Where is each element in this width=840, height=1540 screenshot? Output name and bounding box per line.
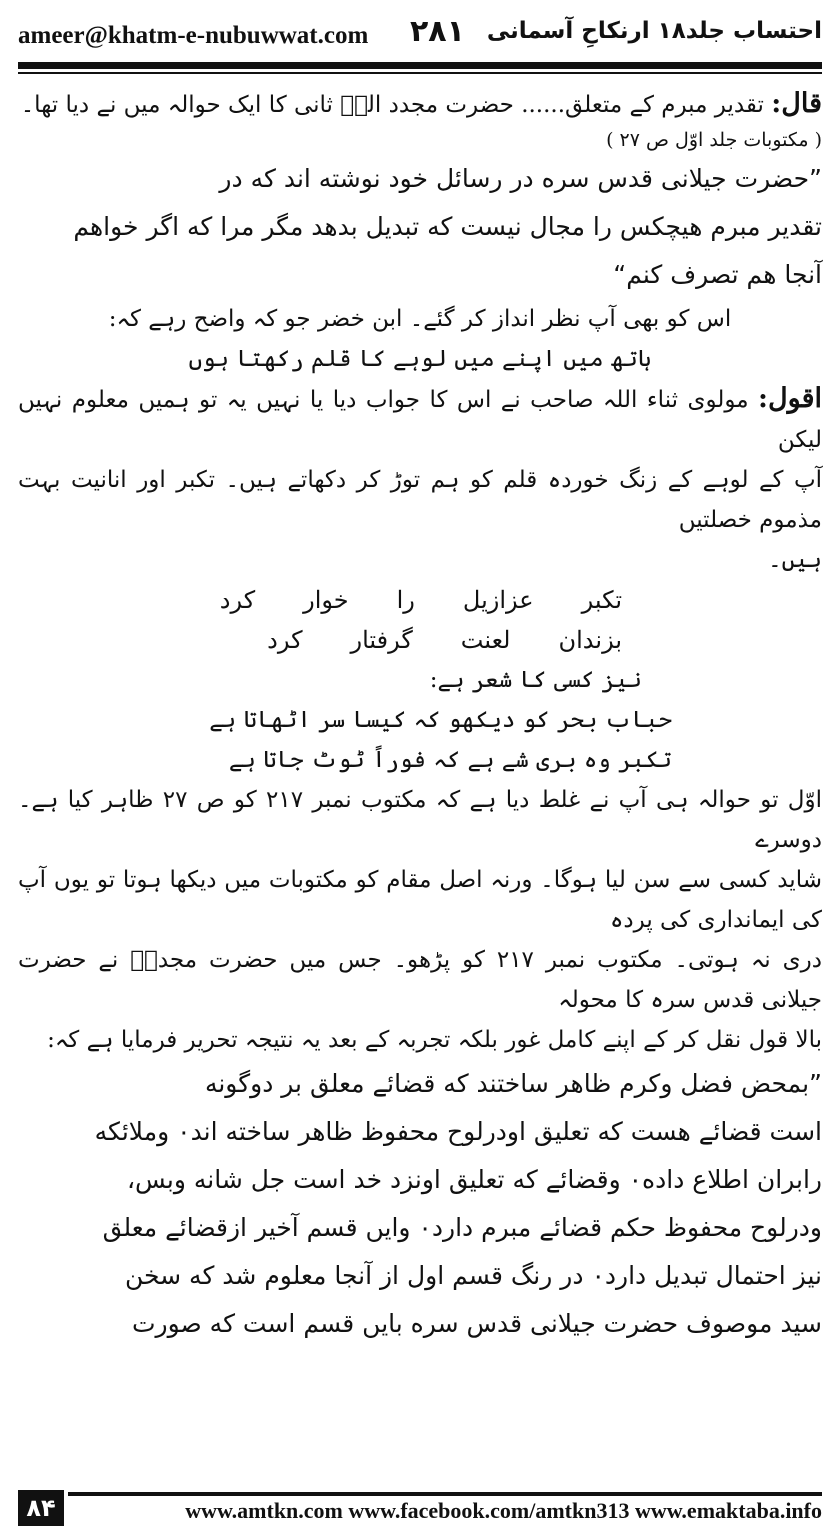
qal-text: تقدیر مبرم کے متعلق...... حضرت مجدد الفؒ ثانی کا ایک حوالہ میں نے دیا تھا۔ — [20, 92, 772, 118]
quote1-line2: تقدیر مبرم هیچکس را مجال نیست که تبدیل بدهد مگر مرا که اگر خواهم — [73, 212, 822, 241]
couplet-word: کرد — [267, 626, 303, 654]
couplet-word: خوار — [303, 586, 349, 614]
bubble-verse1: حباب بحر کو دیکھو کہ کیسا سر اٹھاتا ہے — [209, 707, 672, 733]
header-page-number: ۲۸۱ — [410, 14, 465, 49]
couplet-word: را — [396, 586, 415, 614]
ignore-line: اس کو بھی آپ نظر انداز کر گئے۔ ابن خضر جو کہ واضح رہے کہ: — [108, 306, 732, 332]
couplet-word: کرد — [219, 586, 256, 614]
couplet-word: بزندان — [558, 626, 622, 654]
aqool-keyword: اقول: — [758, 383, 822, 414]
quote2-line3: رابران اطلاع داده۰ وقضائے که تعلیق اونزد خد است جل شانه وبس، — [126, 1165, 822, 1194]
para-line1: اوّل تو حوالہ ہی آپ نے غلط دیا ہے کہ مکتوب نمبر ۲۱۷ کو ص ۲۷ ظاہر کیا ہے۔ دوسرے — [18, 787, 822, 853]
quote2-line6: سید موصوف حضرت جیلانی قدس سره بایں قسم است که صورت — [131, 1309, 822, 1338]
couplet-word: تکبر — [581, 586, 622, 614]
para-line2: شاید کسی سے سن لیا ہوگا۔ ورنہ اصل مقام کو مکتوبات میں دیکھا ہوتا تو یوں آپ کی ایمانداری کی پردہ — [18, 867, 822, 933]
qal-reference: ( مکتوبات جلد اوّل ص ۲۷ ) — [606, 129, 822, 151]
header-rule-thin — [18, 72, 822, 74]
couplet-word: گرفتار — [350, 626, 413, 654]
quote1-line1: ”حضرت جیلانی قدس سره در رسائل خود نوشته اند که در — [219, 164, 822, 193]
couplet-line1 — [18, 580, 822, 620]
page-header — [18, 14, 822, 58]
footer-rule — [68, 1492, 822, 1496]
page-body — [18, 84, 822, 1474]
couplet-word: لعنت — [460, 626, 511, 654]
quote2-line5: نیز احتمال تبدیل دارد۰ در رنگ قسم اول از آنجا معلوم شد که سخن — [124, 1261, 822, 1290]
quote2-line1: ”بمحض فضل وکرم ظاهر ساختند که قضائے معلق بر دوگونه — [204, 1069, 822, 1098]
aqool-text: مولوی ثناء اللہ صاحب نے اس کا جواب دیا یا نہیں یہ تو ہمیں معلوم نہیں لیکن — [18, 387, 822, 453]
header-rule-thick — [18, 62, 822, 69]
couplet-word: عزازیل — [462, 586, 534, 614]
header-book-title: احتساب جلد۱۸ ارنکاحِ آسمانی — [486, 18, 822, 44]
header-email: ameer@khatm-e-nubuwwat.com — [18, 22, 369, 49]
bubble-verse2: تکبر وہ بری شے ہے کہ فوراً ٹوٹ جاتا ہے — [228, 747, 672, 773]
footer-page-number: ۸۴ — [18, 1490, 64, 1526]
qal-line — [18, 84, 822, 125]
aqool-line — [18, 379, 822, 460]
quote2-line2: است قضائے هست که تعلیق اودرلوح محفوظ ظاهر ساخته اند۰ وملائکه — [94, 1117, 822, 1146]
page-footer — [18, 1490, 822, 1528]
footer-urls: www.amtkn.com www.facebook.com/amtkn313 www.emaktaba.info — [185, 1498, 822, 1523]
quote1-line3: آنجا هم تصرف کنم“ — [613, 260, 822, 289]
qal-keyword: قال: — [771, 88, 822, 119]
aqool-line3: ہیں۔ — [768, 547, 822, 573]
pen-verse: ہاتھ میں اپنے میں لوہے کا قلم رکھتا ہوں — [188, 346, 652, 372]
couplet-line2 — [18, 620, 822, 660]
quote2-line4: ودرلوح محفوظ حکم قضائے مبرم دارد۰ وایں قسم آخیر ازقضائے معلق — [102, 1213, 822, 1242]
aqool-line2: آپ کے لوہے کے زنگ خوردہ قلم کو ہم توڑ کر دکھاتے ہیں۔ تکبر اور انانیت بہت مذموم خصلتیں — [18, 467, 822, 533]
poet-intro: نیز کسی کا شعر ہے: — [429, 667, 642, 693]
para-line4: بالا قول نقل کر کے اپنے کامل غور بلکہ تجربہ کے بعد یہ نتیجہ تحریر فرمایا ہے کہ: — [47, 1027, 822, 1053]
para-line3: دری نہ ہوتی۔ مکتوب نمبر ۲۱۷ کو پڑھو۔ جس میں حضرت مجددؒ نے حضرت جیلانی قدس سرہ کا محولہ — [18, 947, 822, 1013]
